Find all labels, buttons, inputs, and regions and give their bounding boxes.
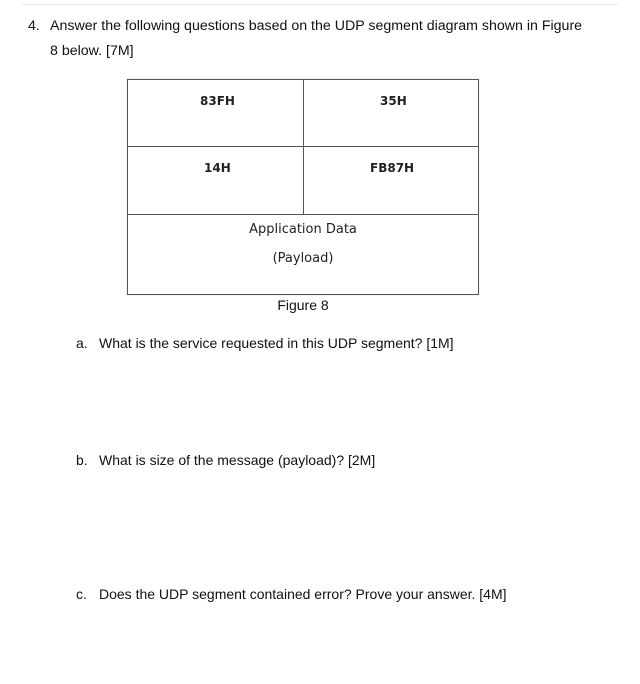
payload-sublabel: (Payload) xyxy=(272,251,334,266)
subquestion-letter: c. xyxy=(76,586,87,602)
question-number: 4. xyxy=(28,18,40,34)
checksum-cell xyxy=(304,147,478,215)
subquestion-text: What is size of the message (payload)? [2M] xyxy=(99,452,376,468)
question-text-line2: 8 below. [7M] xyxy=(50,43,134,59)
subquestion-b xyxy=(76,452,375,468)
subquestion-text: What is the service requested in this UDP segment? [1M] xyxy=(99,335,454,351)
payload-label: Application Data xyxy=(249,222,357,237)
dest-port-cell xyxy=(304,80,478,147)
subquestion-letter: b. xyxy=(76,452,88,468)
checksum-value: FB87H xyxy=(370,161,415,175)
subquestion-text: Does the UDP segment contained error? Prove your answer. [4M] xyxy=(99,586,507,602)
top-divider xyxy=(22,4,618,5)
udp-segment-diagram xyxy=(127,79,479,295)
figure-caption: Figure 8 xyxy=(277,297,329,313)
payload-cell xyxy=(128,215,478,294)
length-value: 14H xyxy=(204,161,231,175)
subquestion-a xyxy=(76,335,454,351)
source-port-cell xyxy=(128,80,304,147)
question-text-line1: Answer the following questions based on the UDP segment diagram shown in Figure xyxy=(50,18,583,34)
question-4 xyxy=(28,14,618,64)
length-cell xyxy=(128,147,304,215)
source-port-value: 83FH xyxy=(200,94,235,108)
subquestion-letter: a. xyxy=(76,335,88,351)
dest-port-value: 35H xyxy=(380,94,407,108)
subquestion-c xyxy=(76,586,507,602)
